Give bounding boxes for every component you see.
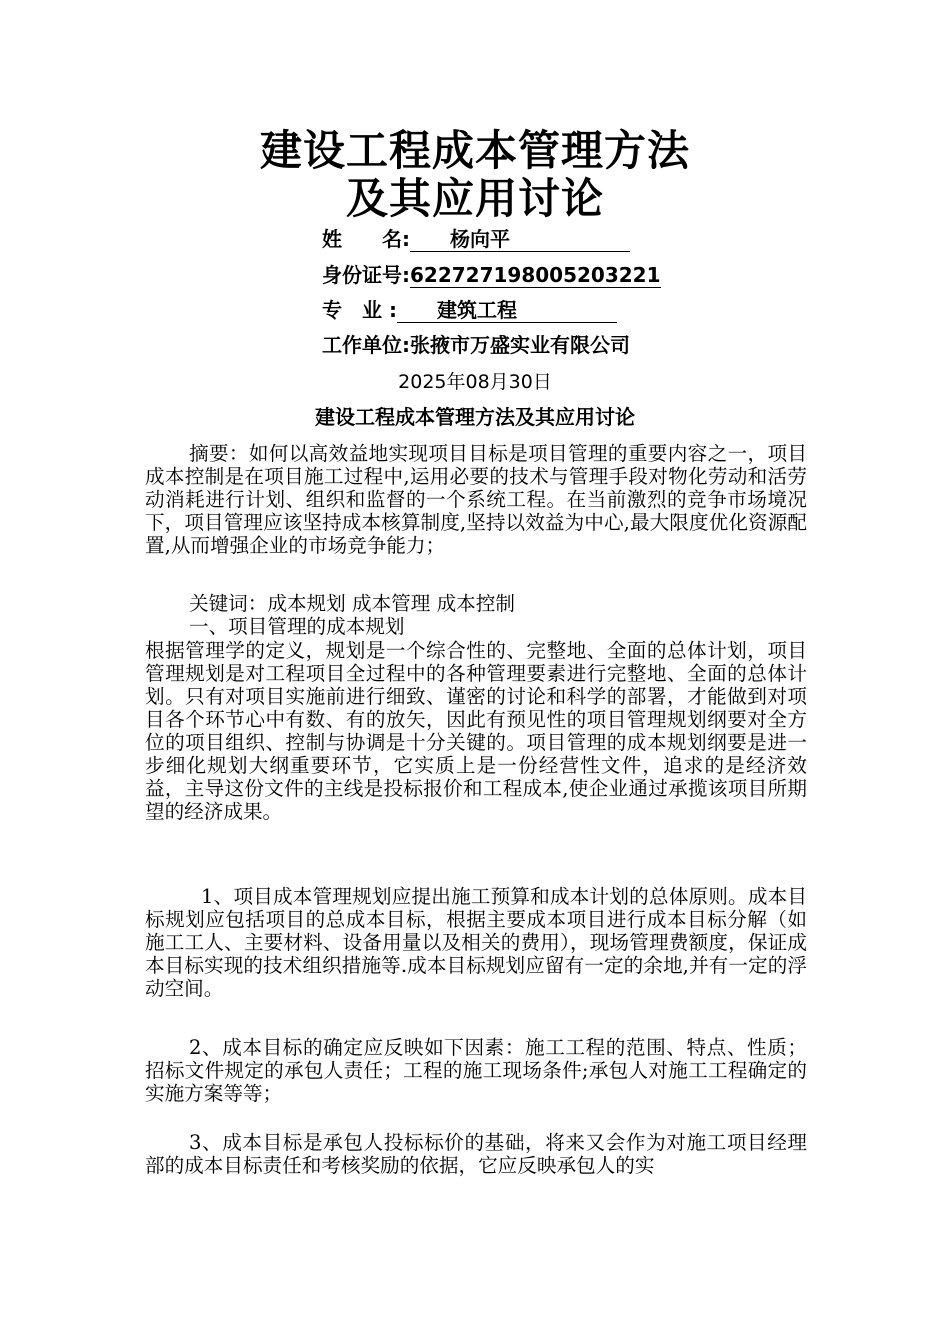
author-name-label: 姓 名:: [322, 227, 410, 251]
author-name-row: [322, 226, 630, 252]
id-number-label: 身份证号:: [322, 263, 410, 287]
document-subtitle: 建设工程成本管理方法及其应用讨论: [315, 405, 635, 429]
id-number-value: 622727198005203221: [410, 263, 661, 287]
work-unit-row: [322, 332, 630, 358]
item2-paragraph: 2、成本目标的确定应反映如下因素：施工工程的范围、特点、性质；招标文件规定的承包人责任；工程的施工现场条件;承包人对施工工程确定的实施方案等等；: [145, 1036, 807, 1105]
document-title-line1: 建设工程成本管理方法: [259, 126, 690, 175]
abstract-paragraph: 摘要：如何以高效益地实现项目目标是项目管理的重要内容之一，项目成本控制是在项目施工过程中,运用必要的技术与管理手段对物化劳动和活劳动消耗进行计划、组织和监督的一个系统工程。在当前激烈的竞争市场境况下，项目管理应该坚持成本核算制度,坚持以效益为中心,最大限度优化资源配置,从而增强企业的市场竞争能力；: [145, 442, 807, 557]
major-value: 建筑工程: [396, 298, 617, 322]
author-name-value: 杨向平: [410, 227, 630, 251]
work-unit-value: 张掖市万盛实业有限公司: [410, 333, 630, 357]
document-date: 2025年08月30日: [398, 371, 552, 393]
major-row: [322, 297, 617, 323]
section1-body-paragraph: 根据管理学的定义，规划是一个综合性的、完整地、全面的总体计划，项目管理规划是对工程项目全过程中的各种管理要素进行完整地、全面的总体计划。只有对项目实施前进行细致、谨密的讨论和科学的部署，才能做到对项目各个环节心中有数、有的放矢，因此有预见性的项目管理规划纲要对全方位的项目组织、控制与协调是十分关键的。项目管理的成本规划纲要是进一步细化规划大纲重要环节，它实质上是一份经营性文件，追求的是经济效益，主导这份文件的主线是投标报价和工程成本,使企业通过承揽该项目所期望的经济成果。: [145, 639, 807, 823]
item3-paragraph: 3、成本目标是承包人投标标价的基础，将来又会作为对施工项目经理部的成本目标责任和考核奖励的依据，它应反映承包人的实: [145, 1131, 807, 1177]
item1-paragraph: 1、项目成本管理规划应提出施工预算和成本计划的总体原则。成本目标规划应包括项目的总成本目标，根据主要成本项目进行成本目标分解（如施工工人、主要材料、设备用量以及相关的费用），现场管理费额度，保证成本目标实现的技术组织措施等.成本目标规划应留有一定的余地,并有一定的浮动空间。: [145, 885, 807, 1000]
document-title-line2: 及其应用讨论: [345, 174, 604, 223]
keywords-paragraph: 关键词：成本规划 成本管理 成本控制: [189, 592, 515, 615]
major-label: 专 业 :: [322, 298, 397, 322]
work-unit-label: 工作单位:: [322, 333, 410, 357]
section1-heading: 一、项目管理的成本规划: [189, 615, 405, 638]
id-number-row: [322, 262, 661, 288]
